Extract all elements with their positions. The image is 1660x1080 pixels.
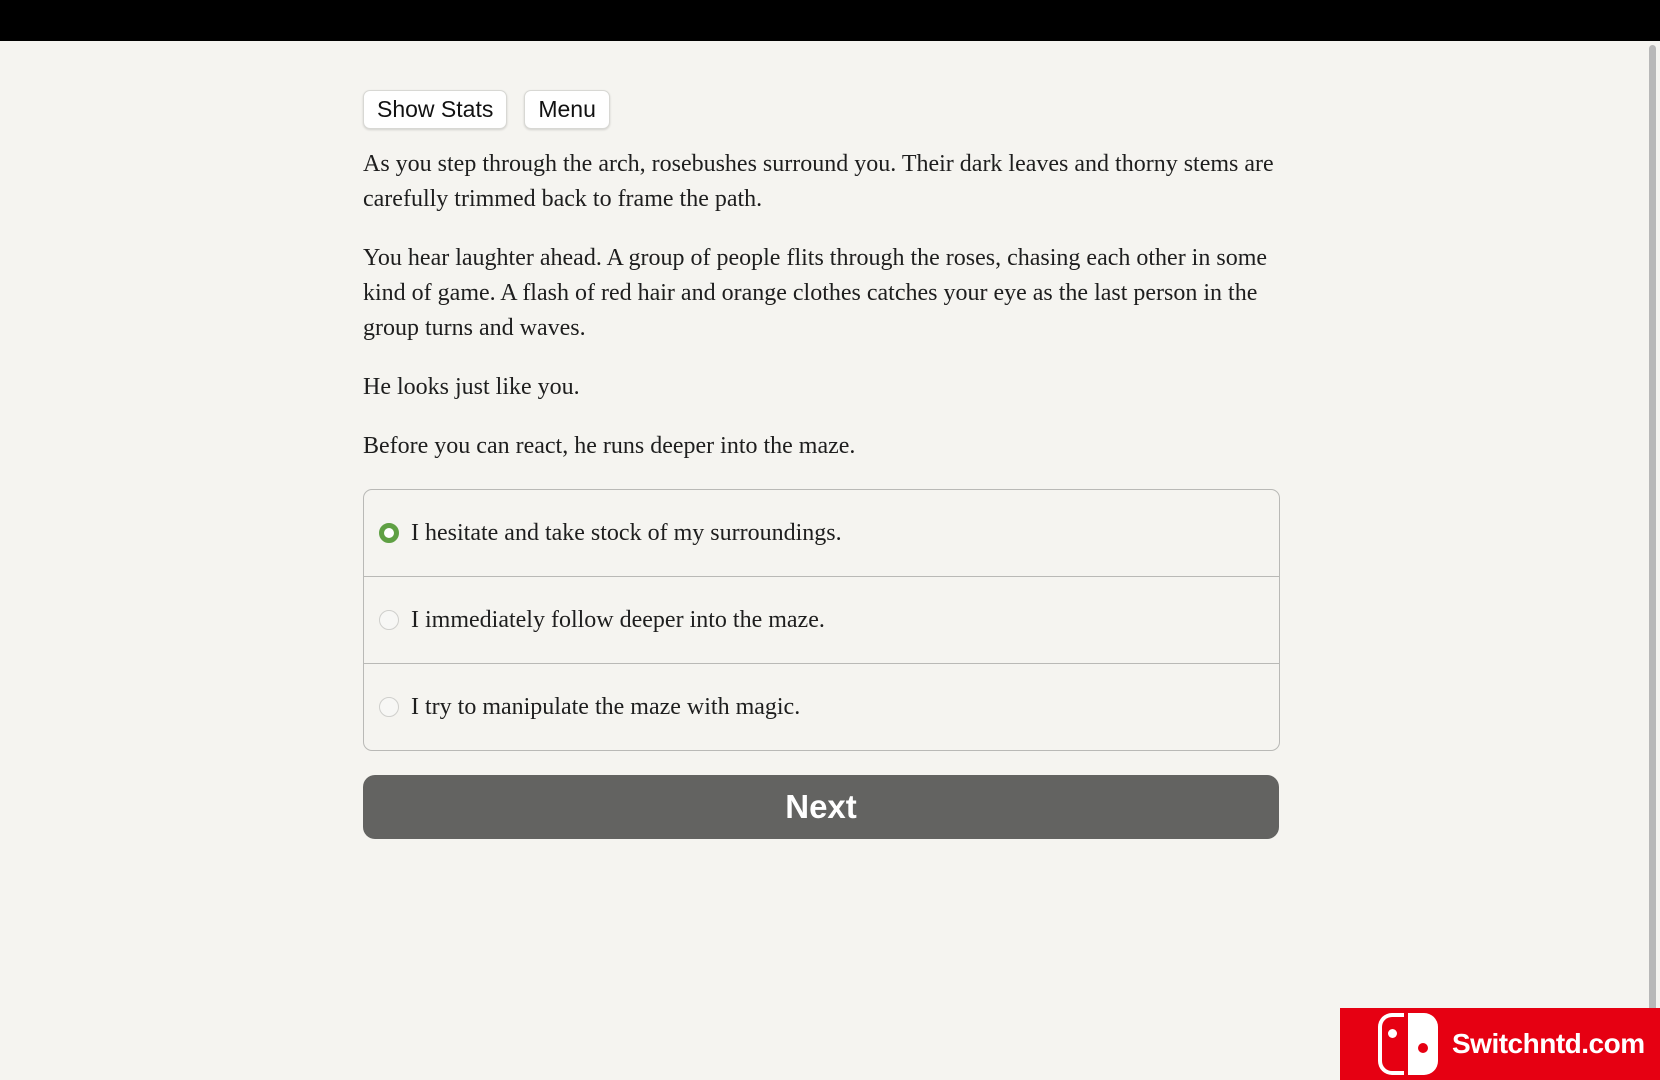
story-paragraph: You hear laughter ahead. A group of people flits through the roses, chasing each other in some kind of game. A flash of red hair and orange clothes catches your eye as the last person in the group turns and waves. xyxy=(363,245,1268,341)
show-stats-button[interactable]: Show Stats xyxy=(363,90,507,129)
story-paragraph: As you step through the arch, rosebushes surround you. Their dark leaves and thorny stems are carefully trimmed back to frame the path. xyxy=(363,151,1274,212)
watermark xyxy=(1340,1008,1660,1080)
story-paragraph: Before you can react, he runs deeper into the maze. xyxy=(363,433,856,459)
toolbar xyxy=(363,90,1280,127)
story-paragraph: He looks just like you. xyxy=(363,374,580,400)
scrollbar-thumb[interactable] xyxy=(1649,45,1656,1025)
radio-unselected-icon[interactable] xyxy=(379,610,399,630)
choice-option-1[interactable] xyxy=(364,490,1279,576)
watermark-text: Switchntd.com xyxy=(1452,1028,1645,1059)
choice-label: I hesitate and take stock of my surroundings. xyxy=(411,519,842,546)
top-bar xyxy=(0,0,1660,41)
radio-selected-icon[interactable] xyxy=(379,523,399,543)
choice-option-2[interactable] xyxy=(364,576,1279,663)
menu-button[interactable]: Menu xyxy=(524,90,610,129)
game-content xyxy=(363,90,1280,839)
choice-label: I try to manipulate the maze with magic. xyxy=(411,693,801,720)
next-button[interactable]: Next xyxy=(363,775,1279,839)
story-text xyxy=(363,147,1280,464)
choice-label: I immediately follow deeper into the maze. xyxy=(411,606,825,633)
scrollbar[interactable] xyxy=(1644,41,1660,1080)
nintendo-switch-logo-icon xyxy=(1378,1013,1440,1075)
choice-option-3[interactable] xyxy=(364,663,1279,750)
radio-unselected-icon[interactable] xyxy=(379,697,399,717)
choice-list xyxy=(363,489,1280,751)
